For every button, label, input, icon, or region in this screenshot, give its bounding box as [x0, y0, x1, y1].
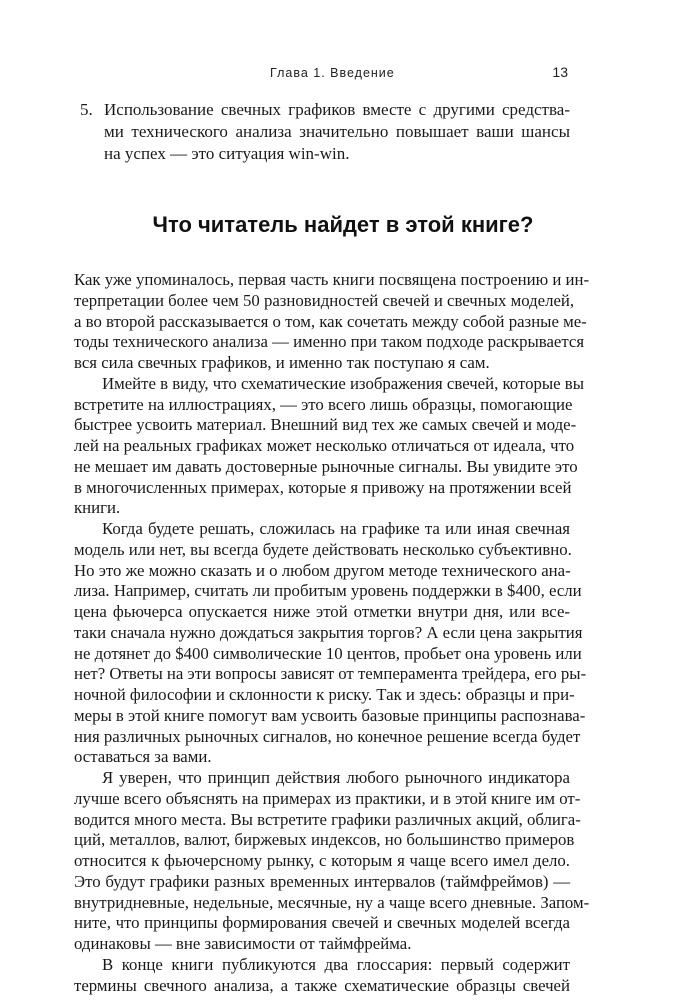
text-line: Но это же можно сказать и о любом другом методе технического ана-	[74, 560, 571, 580]
text-line: нет? Ответы на эти вопросы зависят от темперамента трейдера, его ры-	[74, 664, 587, 684]
text-line: вся сила свечных графиков, и именно так поступаю я сам.	[74, 353, 490, 372]
text-line: встретите на иллюстрациях, — это всего лишь образцы, помогающие	[74, 394, 573, 414]
list-item-line: ми технического анализа значительно повышает ваши шансы	[104, 122, 570, 141]
page-number: 13	[552, 64, 568, 80]
text-line: ните, что принципы формирования свечей и свечных моделей всегда	[74, 913, 570, 933]
text-line: не мешает им давать достоверные рыночные сигналы. Вы увидите это	[74, 456, 578, 476]
text-line: оставаться за вами.	[74, 747, 212, 767]
list-item-number: 5.	[80, 100, 93, 119]
body-text	[74, 270, 590, 996]
list-item-line: Использование свечных графиков вместе с другими средства-	[104, 100, 570, 119]
running-head: Глава 1. Введение	[270, 66, 395, 80]
paragraph	[74, 373, 584, 519]
text-line: ций, металлов, валют, биржевых индексов, но большинство примеров	[74, 830, 575, 850]
text-line: меры в этой книге помогут вам усвоить базовые принципы распознава-	[74, 705, 586, 725]
text-line: таки сначала нужно дождаться закрытия торгов? А если цена закрытия	[74, 622, 583, 642]
text-line: лей на реальных графиках может несколько отличаться от идеала, что	[74, 436, 575, 455]
text-line: а во второй рассказывается о том, как сочетать между собой разные ме-	[74, 311, 587, 331]
text-line: модель или нет, вы всегда будете действовать несколько субъективно.	[74, 539, 572, 559]
section-heading: Что читатель найдет в этой книге?	[152, 212, 534, 237]
text-line: Это будут графики разных временных интервалов (таймфреймов) —	[74, 871, 570, 891]
text-line: термины свечного анализа, а также схематические образцы свечей	[74, 975, 570, 995]
text-line: лиза. Например, считать ли пробитым уровень поддержки в $400, если	[74, 581, 582, 601]
paragraph	[74, 955, 570, 997]
text-line: водится много места. Вы встретите графики различных акций, облига-	[74, 809, 581, 829]
text-line: в многочисленных примерах, которые я привожу на протяжении всей	[74, 477, 572, 497]
text-line: быстрее усвоить материал. Внешний вид тех же самых свечей и моде-	[74, 415, 577, 435]
text-line: ния различных рыночных сигналов, но конечное решение всегда будет	[74, 726, 581, 746]
text-line: Имейте в виду, что схематические изображения свечей, которые вы	[102, 373, 584, 393]
text-line: ночной философии и склонности к риску. Так и здесь: образцы и при-	[74, 685, 575, 704]
text-line: цена фьючерса опускается ниже этой отметки внутри дня, или все-	[74, 602, 570, 621]
text-line: относится к фьючерсному рынку, с которым я чаще всего имел дело.	[74, 851, 570, 870]
paragraph	[74, 270, 590, 374]
text-line: тоды технического анализа — именно при таком подходе раскрывается	[74, 332, 585, 352]
text-line: В конце книги публикуются два глоссария: первый содержит	[102, 954, 570, 974]
paragraph	[74, 768, 590, 955]
list-item-line: на успех — это ситуация win-win.	[104, 144, 350, 163]
list-item	[80, 99, 570, 165]
text-line: Как уже упоминалось, первая часть книги посвящена построению и ин-	[74, 270, 590, 289]
text-line: лучше всего объяснять на примерах из практики, и в этой книге им от-	[74, 788, 581, 808]
text-line: внутридневные, недельные, месячные, ну а чаще всего дневные. Запом-	[74, 892, 590, 912]
text-line: Когда будете решать, сложилась на графике та или иная свечная	[102, 519, 570, 538]
text-line: книги.	[74, 498, 121, 518]
paragraph	[74, 519, 587, 768]
text-line: не дотянет до $400 символические 10 центов, пробьет она уровень или	[74, 643, 582, 663]
text-line: Я уверен, что принцип действия любого рыночного индикатора	[102, 768, 570, 787]
text-line: одинаковы — вне зависимости от таймфрейма.	[74, 934, 412, 953]
text-line: терпретации более чем 50 разновидностей свечей и свечных моделей,	[74, 290, 575, 310]
